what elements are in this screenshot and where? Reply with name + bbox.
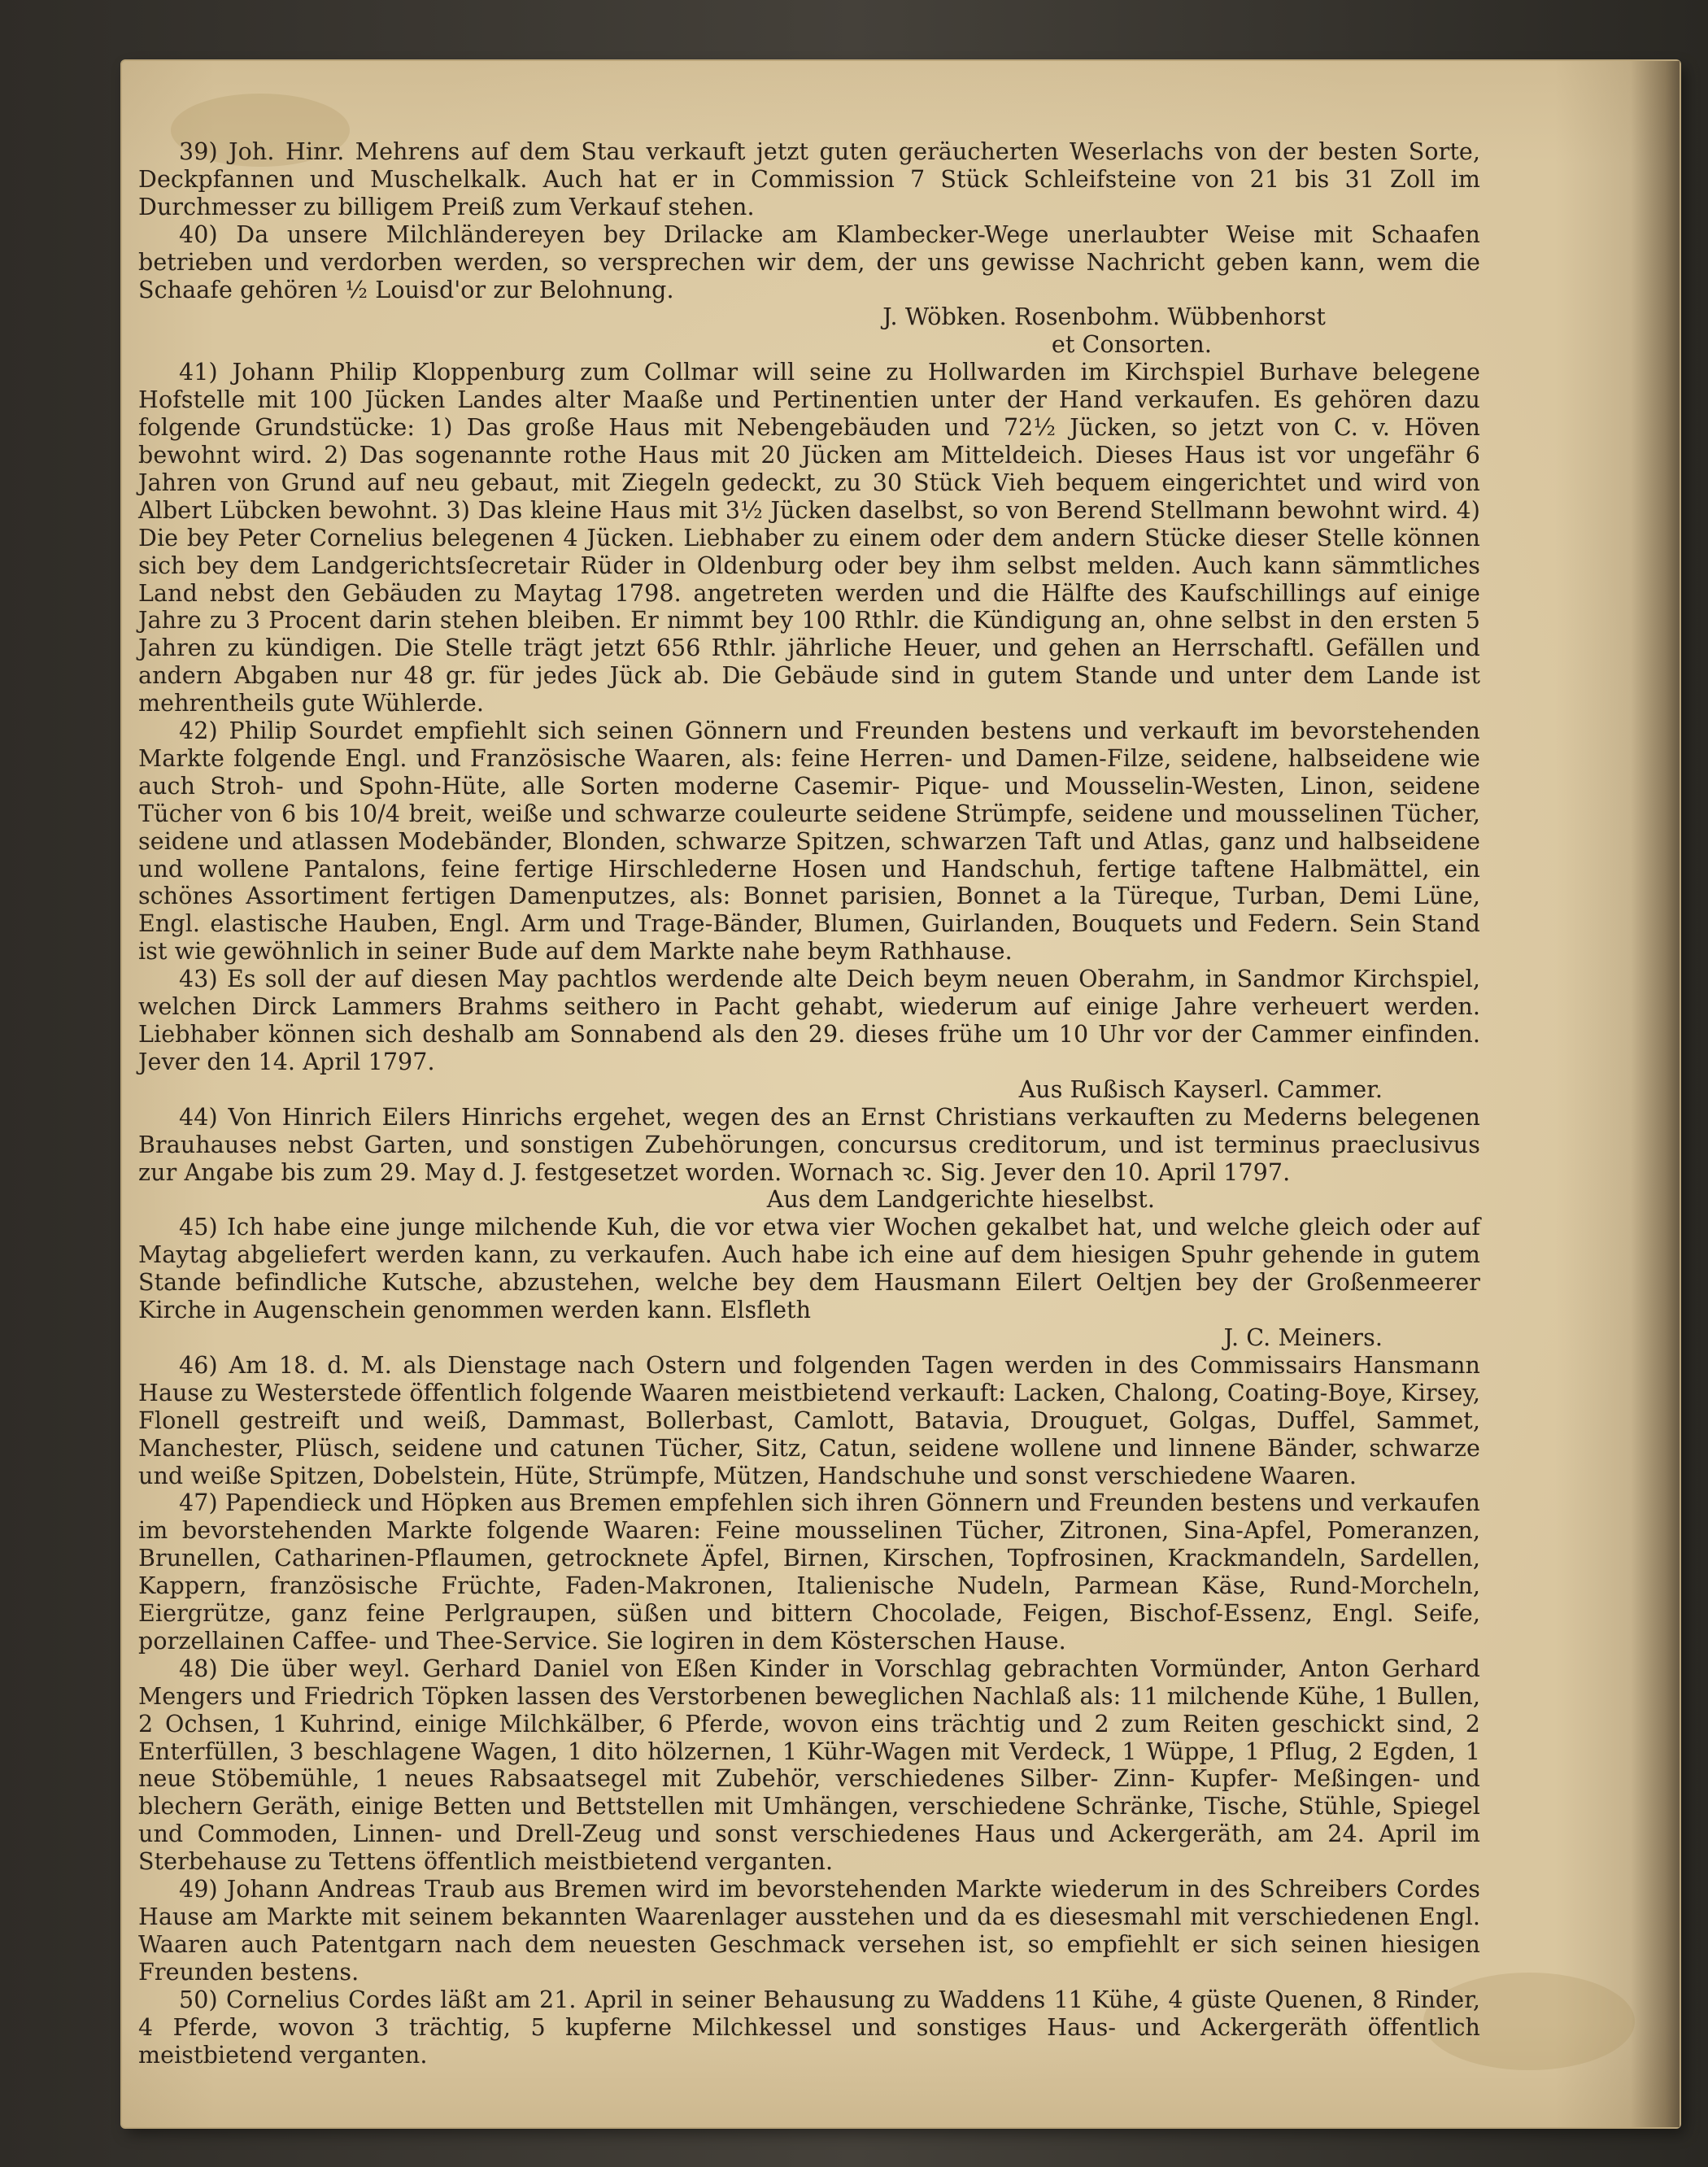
notice-number: 39)	[179, 138, 218, 165]
notice-50	[138, 1986, 1480, 2069]
notice-44	[138, 1104, 1480, 1187]
notice-signature: Aus Rußisch Kayserl. Cammer.	[1018, 1075, 1383, 1103]
notice-number: 48)	[179, 1655, 218, 1682]
notice-text: Die über weyl. Gerhard Daniel von Eßen Kinder in Vorschlag gebrachten Vormünder, Anton Gerhard Mengers und Friedrich Töpken lassen des Verstorbenen beweglichen Nachlaß als: 11 milchende Kühe, 1 Bullen, 2 Ochsen, 1 Kuhrind, einige Milchkälber, 6 Pferde, wovon eins trächtig und 2 zum Reiten geschickt sind, 2 Enterfüllen, 3 beschlagene Wagen, 1 dito hölzernen, 1 Kühr-Wagen mit Verdeck, 1 Wüppe, 1 Pflug, 2 Egden, 1 neue Stöbemühle, 1 neues Rabsaatsegel mit Zubehör, verschiedenes Silber- Zinn- Kupfer- Meßingen- und blechern Geräth, einige Betten und Bettstellen mit Umhängen, verschiedene Schränke, Tische, Stühle, Spiegel und Commoden, Linnen- und Drell-Zeug und sonst verschiedenes Haus und Ackergeräth, am 24. April im Sterbehause zu Tettens öffentlich meistbietend verganten.	[138, 1655, 1480, 1876]
notices-column	[138, 138, 1480, 2069]
notice-text: Am 18. d. M. als Dienstage nach Ostern und folgenden Tagen werden in des Commissairs Hansmann Hause zu Westerstede öffentlich folgende Waaren meistbietend verkauft: Lacken, Chalong, Coating-Boye, Kirsey, Flonell gestreift und weiß, Dammast, Bollerbast, Camlott, Batavia, Drouguet, Golgas, Duffel, Sammet, Manchester, Plüsch, seidene und catunen Tücher, Sitz, Catun, seidene wollene und linnene Bänder, schwarze und weiße Spitzen, Dobelstein, Hüte, Strümpfe, Mützen, Handschuhe und sonst verschiedene Waaren.	[138, 1351, 1480, 1489]
notice-number: 49)	[179, 1876, 218, 1903]
notice-number: 46)	[179, 1351, 218, 1379]
notice-text: Philip Sourdet empfiehlt sich seinen Gönnern und Freunden bestens und verkauft im bevorstehenden Markte folgende Engl. und Französische Waaren, als: feine Herren- und Damen-Filze, seidene, halbseidene wie auch Stroh- und Spohn-Hüte, alle Sorten moderne Casemir- Pique- und Mousselin-Westen, Linon, seidene Tücher von 6 bis 10/4 breit, weiße und schwarze couleurte seidene Strümpfe, seidene und mousselinen Tücher, seidene und atlassen Modebänder, Blonden, schwarze Spitzen, schwarzen Taft und Atlas, ganz und halbseidene und wollene Pantalons, feine fertige Hirschlederne Hosen und Handschuh, fertige taftene Halbmättel, ein schönes Assortiment fertigen Damenputzes, als: Bonnet parisien, Bonnet a la Türeque, Turban, Demi Lüne, Engl. elastische Hauben, Engl. Arm und Trage-Bänder, Blumen, Guirlanden, Bouquets und Federn. Sein Stand ist wie gewöhnlich in seiner Bude auf dem Markte nahe beym Rathhause.	[138, 717, 1480, 966]
notice-number: 45)	[179, 1214, 218, 1241]
notice-45	[138, 1214, 1480, 1324]
notice-signature: et Consorten.	[1051, 331, 1212, 359]
notice-text: Ich habe eine junge milchende Kuh, die vor etwa vier Wochen gekalbet hat, und welche gleich oder auf Maytag abgeliefert werden kann, zu verkaufen. Auch habe ich eine auf dem hiesigen Spuhr gehende in gutem Stande befindliche Kutsche, abzustehen, welche bey dem Hausmann Eilert Oeltjen bey der Großenmeerer Kirche in Augenschein genommen werden kann. Elsfleth	[138, 1214, 1480, 1324]
notice-text: Papendieck und Höpken aus Bremen empfehlen sich ihren Gönnern und Freunden bestens und verkaufen im bevorstehenden Markte folgende Waaren: Feine mousselinen Tücher, Zitronen, Sina-Apfel, Pomeranzen, Brunellen, Catharinen-Pflaumen, getrocknete Äpfel, Birnen, Kirschen, Topfrosinen, Krackmandeln, Sardellen, Kappern, französische Früchte, Faden-Makronen, Italienische Nudeln, Parmean Käse, Rund-Morcheln, Eiergrütze, ganz feine Perlgraupen, süßen und bittern Chocolade, Feigen, Bischof-Essenz, Engl. Seife, porzellainen Caffee- und Thee-Service. Sie logiren in dem Kösterschen Hause.	[138, 1489, 1480, 1655]
notice-signature: J. C. Meiners.	[1223, 1323, 1383, 1351]
notice-40	[138, 221, 1480, 304]
notice-text: Von Hinrich Eilers Hinrichs ergehet, wegen des an Ernst Christians verkauften zu Mederns belegenen Brauhauses nebst Garten, und sonstigen Zubehörungen, concursus creditorum, und ist terminus praeclusivus zur Angabe bis zum 29. May d. J. festgesetzet worden. Wornach ꝛc. Sig. Jever den 10. April 1797.	[138, 1103, 1480, 1186]
notice-text: Joh. Hinr. Mehrens auf dem Stau verkauft jetzt guten geräucherten Weserlachs von der besten Sorte, Deckpfannen und Muschelkalk. Auch hat er in Commission 7 Stück Schleifsteine von 21 bis 31 Zoll im Durchmesser zu billigem Preiß zum Verkauf stehen.	[138, 138, 1480, 220]
notice-text: Johann Andreas Traub aus Bremen wird im bevorstehenden Markte wiederum in des Schreibers Cordes Hause am Markte mit seinem bekannten Waarenlager ausstehen und da es diesesmahl mit verschiedenen Engl. Waaren auch Patentgarn nach dem neuesten Geschmack versehen ist, so empfiehlt er sich seinen hiesigen Freunden bestens.	[138, 1876, 1480, 1986]
notice-signature: Aus dem Landgerichte hieselbst.	[766, 1186, 1155, 1214]
notice-number: 43)	[179, 966, 218, 993]
notice-49	[138, 1876, 1480, 1986]
notice-number: 44)	[179, 1103, 218, 1131]
notice-text: Da unsere Milchländereyen bey Drilacke am Klambecker-Wege unerlaubter Weise mit Schaafen betrieben und verdorben werden, so versprechen wir dem, der uns gewisse Nachricht geben kann, wem die Schaafe gehören ½ Louisd'or zur Belohnung.	[138, 220, 1480, 303]
notice-text: Es soll der auf diesen May pachtlos werdende alte Deich beym neuen Oberahm, in Sandmor Kirchspiel, welchen Dirck Lammers Brahms seithero in Pacht gehabt, wiederum auf einige Jahre verheuert werden. Liebhaber können sich deshalb am Sonnabend als den 29. dieses frühe um 10 Uhr vor der Cammer einfinden. Jever den 14. April 1797.	[138, 966, 1480, 1075]
notice-number: 42)	[179, 717, 218, 745]
notice-41	[138, 359, 1480, 717]
notice-text: Cornelius Cordes läßt am 21. April in seiner Behausung zu Waddens 11 Kühe, 4 güste Quenen, 8 Rinder, 4 Pferde, wovon 3 trächtig, 5 kupferne Milchkessel und sonstiges Haus- und Ackergeräth öffentlich meistbietend verganten.	[138, 1986, 1480, 2069]
notice-number: 41)	[179, 359, 218, 386]
notice-43	[138, 966, 1480, 1076]
notice-signature: J. Wöbken. Rosenbohm. Wübbenhorst	[882, 303, 1326, 331]
page-gutter	[1631, 61, 1680, 2127]
notice-47	[138, 1489, 1480, 1655]
notice-number: 40)	[179, 220, 218, 248]
notice-48	[138, 1655, 1480, 1876]
notice-number: 50)	[179, 1986, 218, 2013]
notice-42	[138, 717, 1480, 966]
notice-46	[138, 1352, 1480, 1490]
notice-text: Johann Philip Kloppenburg zum Collmar will seine zu Hollwarden im Kirchspiel Burhave belegene Hofstelle mit 100 Jücken Landes alter Maaße und Pertinentien unter der Hand verkaufen. Es gehören dazu folgende Grundstücke: 1) Das große Haus mit Nebengebäuden und 72½ Jücken, so jetzt von C. v. Höven bewohnt wird. 2) Das sogenannte rothe Haus mit 20 Jücken am Mitteldeich. Dieses Haus ist vor ungefähr 6 Jahren von Grund auf neu gebaut, mit Ziegeln gedeckt, zu 30 Stück Vieh bequem eingerichtet und wird von Albert Lübcken bewohnt. 3) Das kleine Haus mit 3½ Jücken daselbst, so von Berend Stellmann bewohnt wird. 4) Die bey Peter Cornelius belegenen 4 Jücken. Liebhaber zu einem oder dem andern Stücke dieser Stelle können sich bey dem Landgerichtsſecretair Rüder in Oldenburg oder bey ihm selbst melden. Auch kann sämmtliches Land nebst den Gebäuden zu Maytag 1798. angetreten werden und die Hälfte des Kaufschillings auf einige Jahre zu 3 Procent darin stehen bleiben. Er nimmt bey 100 Rthlr. die Kündigung an, ohne selbst in den ersten 5 Jahren zu kündigen. Die Stelle trägt jetzt 656 Rthlr. jährliche Heuer, und gehen an Herrschaftl. Gefällen und andern Abgaben nur 48 gr. für jedes Jück ab. Die Gebäude sind in gutem Stande und unter dem Lande ist mehrentheils gute Wühlerde.	[138, 359, 1480, 717]
notice-39	[138, 138, 1480, 221]
notice-number: 47)	[179, 1489, 218, 1517]
